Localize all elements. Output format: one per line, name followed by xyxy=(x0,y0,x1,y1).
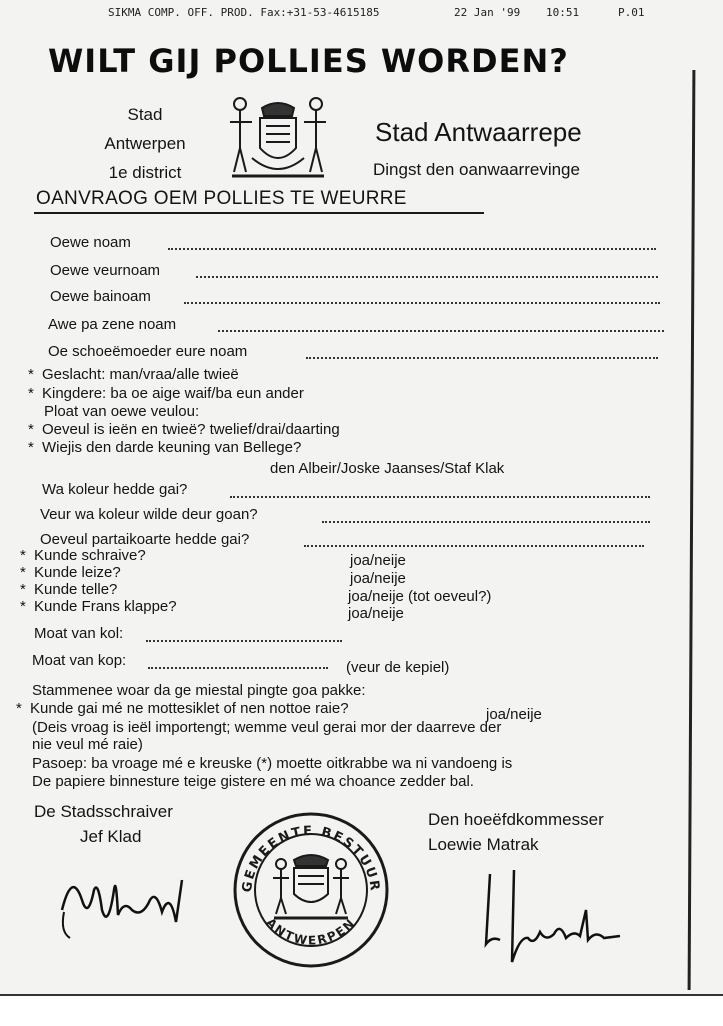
star-mark: * xyxy=(20,598,26,615)
star-mark: * xyxy=(20,564,26,581)
question-geslacht-text: Geslacht: man/vraa/alle twieë xyxy=(42,366,239,383)
pasoep-line2: De papiere binnesture teige gistere en mé wa choance zedder bal. xyxy=(32,773,474,790)
field-label-bainoam: Oewe bainoam xyxy=(50,288,151,305)
left-signatory-title: De Stadsschraiver xyxy=(34,802,173,821)
city-crest-icon xyxy=(222,88,334,184)
star-mark: * xyxy=(28,439,34,456)
question-kingdere xyxy=(28,385,304,402)
question-geslacht xyxy=(28,366,239,383)
question-ploat: Ploat van oewe veulou: xyxy=(44,403,200,420)
letterhead-right-title: Stad Antwaarrepe xyxy=(375,117,582,147)
question-keuning xyxy=(28,439,301,456)
star-mark: * xyxy=(28,385,34,402)
answer-frans: joa/neije xyxy=(348,605,404,622)
question-keuning-text: Wiejis den darde keuning van Bellege? xyxy=(42,439,302,456)
fax-time: 10:51 xyxy=(546,6,580,19)
letterhead-left-line2: Antwerpen xyxy=(104,134,186,153)
note-line2: nie veul mé raie) xyxy=(32,736,143,753)
field-label-schoeemoeder: Oe schoeëmoeder eure noam xyxy=(48,343,248,360)
fax-page: P.01 xyxy=(618,6,645,19)
question-kingdere-text: Kingdere: ba oe aige waif/ba eun ander xyxy=(42,385,304,402)
letterhead-left-line3: 1e district xyxy=(108,163,182,182)
left-handwritten-signature xyxy=(52,860,192,940)
fax-header xyxy=(108,6,668,22)
star-mark: * xyxy=(28,421,34,438)
question-leize-text: Kunde leize? xyxy=(34,564,121,581)
field-line-schoeemoeder xyxy=(306,355,658,359)
scan-border xyxy=(0,994,723,1026)
question-keuning-options: den Albeir/Joske Jaanses/Staf Klak xyxy=(270,460,505,477)
fax-sender: SIKMA COMP. OFF. PROD. Fax:+31-53-4615185 xyxy=(108,6,380,19)
field-line-pa-noam xyxy=(218,328,664,332)
question-schraive-text: Kunde schraive? xyxy=(34,547,146,564)
headline: WILT GIJ POLLIES WORDEN? xyxy=(48,42,569,80)
answer-leize: joa/neije xyxy=(350,570,406,587)
star-mark: * xyxy=(20,581,26,598)
question-kepiel: (veur de kepiel) xyxy=(346,659,450,676)
star-mark: * xyxy=(28,366,34,383)
seal-top-text: GEMEENTE BESTUUR xyxy=(239,823,383,894)
question-telle xyxy=(20,581,117,598)
field-line-moat-kol xyxy=(146,638,342,642)
page-edge xyxy=(688,70,696,990)
question-moat-kol: Moat van kol: xyxy=(34,625,124,642)
field-label-noam: Oewe noam xyxy=(50,234,131,251)
field-label-veurnoam: Oewe veurnoam xyxy=(50,262,161,279)
question-moat-kop: Moat van kop: xyxy=(32,652,127,669)
note-line1: (Deis vroag is ieël importengt; wemme veul gerai mor der daarreve der xyxy=(32,719,502,736)
left-signatory-name: Jef Klad xyxy=(80,827,142,846)
question-frans xyxy=(20,598,177,615)
form-title: OANVRAOG OEM POLLIES TE WEURRE xyxy=(36,188,407,209)
field-line-bainoam xyxy=(184,300,660,304)
question-frans-text: Kunde Frans klappe? xyxy=(34,598,177,615)
form-title-underline xyxy=(34,212,484,214)
right-signatory-title: Den hoeëfdkommesser xyxy=(428,810,604,829)
field-label-pa-noam: Awe pa zene noam xyxy=(48,316,177,333)
question-schraive xyxy=(20,547,146,564)
field-line-partaikoarte xyxy=(304,543,644,547)
letterhead-left xyxy=(70,100,220,187)
fax-date: 22 Jan '99 xyxy=(454,6,521,19)
field-line-noam xyxy=(168,246,656,250)
question-deur: Veur wa koleur wilde deur goan? xyxy=(40,506,258,523)
letterhead-right-subtitle: Dingst den oanwaarrevinge xyxy=(373,160,580,179)
question-leize xyxy=(20,564,121,581)
question-koleur: Wa koleur hedde gai? xyxy=(42,481,188,498)
letterhead-left-line1: Stad xyxy=(127,105,163,124)
field-line-deur xyxy=(322,519,650,523)
answer-telle: joa/neije (tot oeveul?) xyxy=(348,588,492,605)
answer-schraive: joa/neije xyxy=(350,552,406,569)
question-oeveul xyxy=(28,421,340,438)
question-oeveul-text: Oeveul is ieën en twieë? twelief/drai/daarting xyxy=(42,421,340,438)
municipal-seal-icon xyxy=(226,810,396,970)
star-mark: * xyxy=(20,547,26,564)
question-mottesiklet-text: Kunde gai mé ne mottesiklet of nen nottoe raie? xyxy=(30,700,349,717)
svg-text:ANTWERPEN xyxy=(264,915,359,948)
question-stammenee: Stammenee woar da ge miestal pingte goa pakke: xyxy=(32,682,366,699)
field-line-veurnoam xyxy=(196,274,658,278)
right-signatory-name: Loewie Matrak xyxy=(428,835,539,854)
pasoep-line1: Pasoep: ba vroage mé e kreuske (*) moette oitkrabbe wa ni vandoeng is xyxy=(32,755,513,772)
question-partaikoarte: Oeveul partaikoarte hedde gai? xyxy=(40,531,250,548)
star-mark: * xyxy=(16,700,22,717)
seal-bottom-text: ANTWERPEN xyxy=(263,915,359,948)
right-handwritten-signature xyxy=(470,866,630,966)
question-mottesiklet xyxy=(16,700,349,717)
field-line-moat-kop xyxy=(148,665,328,669)
field-line-koleur xyxy=(230,494,650,498)
answer-mottesiklet: joa/neije xyxy=(486,706,542,723)
question-telle-text: Kunde telle? xyxy=(34,581,118,598)
